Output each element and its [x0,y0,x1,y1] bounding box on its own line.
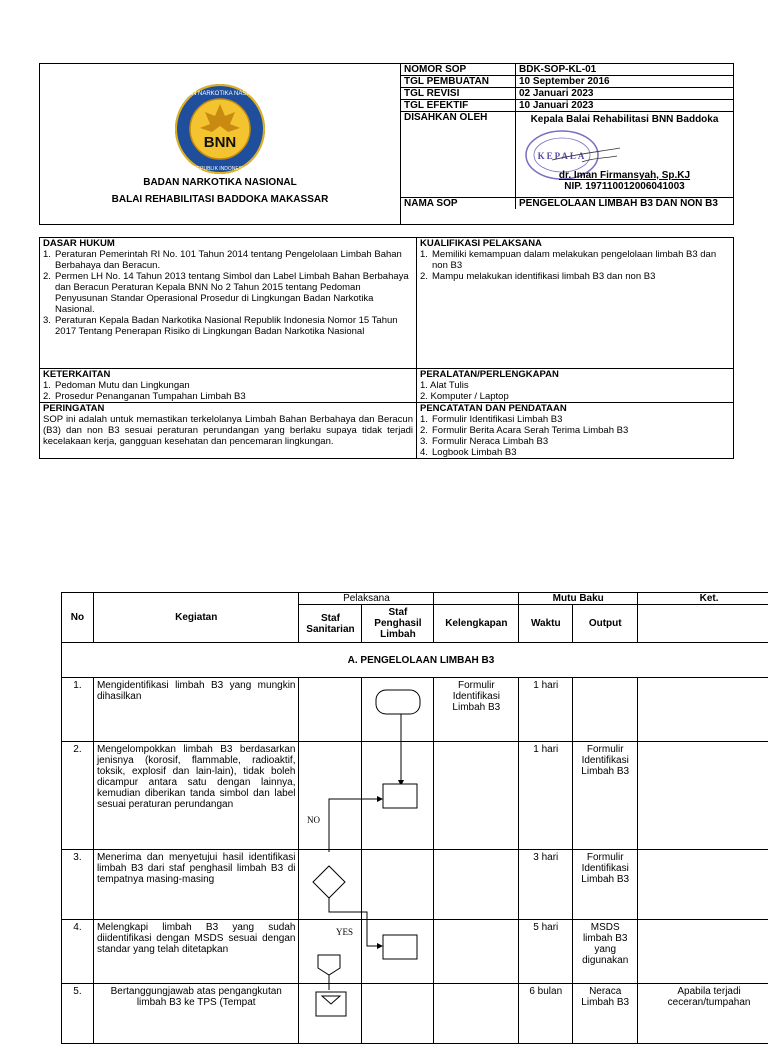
no-branch-line [329,799,381,852]
bnn-logo-text: BNN [204,134,237,151]
sop-name-value: PENGELOLAAN LIMBAH B3 DAN NON B3 [516,198,734,210]
decision-diamond [313,866,345,898]
list-item: 1. Pedoman Mutu dan Lingkungan [43,380,413,391]
list-item: 2. Komputer / Laptop [420,391,730,402]
list-item: 2. Formulir Berita Acara Serah Terima Limbah B3 [420,425,730,436]
meta-value: BDK-SOP-KL-01 [516,64,734,76]
list-item: 2. Permen LH No. 14 Tahun 2013 tentang Simbol dan Label Limbah Bahan Berbahaya dan Beracun Peraturan Kepala BNN No 2 Tahun 2015 tentang Pedoman Penyusunan Standar Operasional Prosedur di Lingkungan Badan Narkotika Nasional. [43,271,413,315]
meta-value: 10 September 2016 [516,76,734,88]
no-label: NO [307,815,320,825]
process-box-4 [383,935,417,959]
list-item: 2. Prosedur Penanganan Tumpahan Limbah B3 [43,391,413,402]
table-row: 5. Bertanggungjawab atas pengangkutan limbah B3 ke TPS (Tempat 6 bulan Neraca Limbah B3 Apabila terjadi ceceran/tumpahan [62,984,768,1044]
process-box-2 [383,784,417,808]
svg-text:REPUBLIK INDONESIA: REPUBLIK INDONESIA [193,166,247,172]
yes-label: YES [336,927,353,937]
org-name: BADAN NARKOTIKA NASIONAL [40,177,400,188]
col-output: Output [573,605,638,643]
col-staf-penghasil: Staf Penghasil Limbah [362,605,434,643]
org-unit: BALAI REHABILITASI BADDOKA MAKASSAR [40,194,400,205]
pencatatan-title: PENCATATAN DAN PENDATAAN [420,403,730,414]
table-row: 3. Menerima dan menyetujui hasil identifikasi limbah B3 dari staf penghasil limbah B3 di tempatnya masing-masing 3 hari Formulir Identifikasi Limbah B3 [62,850,768,920]
col-pelaksana: Pelaksana [299,593,434,605]
yes-branch-line [329,898,381,946]
meta-value: 02 Januari 2023 [516,88,734,100]
approved-key: DISAHKAN OLEH [401,112,516,198]
list-item: 3. Formulir Neraca Limbah B3 [420,436,730,447]
list-item: 1. Alat Tulis [420,380,730,391]
col-mutu-baku: Mutu Baku [519,593,638,605]
table-row: 2. Mengelompokkan limbah B3 berdasarkan jenisnya (korosif, flammable, radioaktif, toksik, explosif dan lain-lain), tidak boleh dicampur antara satu dengan lainnya, kemudian diberikan tanda simbol dan label sesuai peraturan perundangan 1 hari Formulir Identifikasi Limbah B3 [62,742,768,850]
list-item: 4. Logbook Limbah B3 [420,447,730,458]
start-terminator-shape [376,690,420,714]
peringatan-title: PERINGATAN [43,403,413,414]
col-waktu: Waktu [519,605,573,643]
col-ket: Ket. [638,593,768,605]
offpage-connector [318,955,340,975]
peralatan-title: PERALATAN/PERLENGKAPAN [420,369,730,380]
peringatan-text: SOP ini adalah untuk memastikan terkelolanya Limbah Bahan Berbahaya dan Beracun (B3) dan non B3 sesuai peraturan perundangan yang berlaku supaya tidak terjadi kecelakaan kerja, gangguan kesehatan dan pencemaran lingkungan. [43,414,413,447]
table-row: 1. Mengidentifikasi limbah B3 yang mungkin dihasilkan Formulir Identifikasi Limbah B3 1 hari [62,678,768,742]
list-item: 2. Mampu melakukan identifikasi limbah B3 dan non B3 [420,271,730,282]
list-item: 1. Peraturan Pemerintah RI No. 101 Tahun 2014 tentang Pengelolaan Limbah Bahan Berbahaya dan Beracun. [43,249,413,271]
col-staf-sanitarian: Staf Sanitarian [299,605,362,643]
col-kegiatan: Kegiatan [93,593,299,643]
table-row: 4. Melengkapi limbah B3 yang sudah diidentifikasi dengan MSDS sesuai dengan standar yang telah ditetapkan 5 hari MSDS limbah B3 yang digunakan [62,920,768,984]
keterkaitan-title: KETERKAITAN [43,369,413,380]
col-no: No [62,593,94,643]
meta-key: TGL REVISI [401,88,516,100]
meta-key: TGL EFEKTIF [401,100,516,112]
col-kelengkapan: Kelengkapan [434,605,519,643]
meta-key: TGL PEMBUATAN [401,76,516,88]
list-item: 1. Memiliki kemampuan dalam melakukan pengelolaan limbah B3 dan non B3 [420,249,730,271]
approved-title: Kepala Balai Rehabilitasi BNN Baddoka [519,114,730,125]
signer-nip: NIP. 197110012006041003 [516,181,733,192]
section-a-title: A. PENGELOLAAN LIMBAH B3 [62,643,768,678]
list-item: 3. Peraturan Kepala Badan Narkotika Nasional Republik Indonesia Nomor 15 Tahun 2017 Tentang Penerapan Risiko di Lingkungan Badan Narkotika Nasional [43,315,413,337]
svg-text:BADAN NARKOTIKA NASIONAL: BADAN NARKOTIKA NASIONAL [176,91,265,97]
kualifikasi-title: KUALIFIKASI PELAKSANA [420,238,730,249]
dasar-hukum-title: DASAR HUKUM [43,238,413,249]
meta-value: 10 Januari 2023 [516,100,734,112]
svg-text:KEPALA: KEPALA [538,151,587,161]
meta-key: NOMOR SOP [401,64,516,76]
sop-name-key: NAMA SOP [401,198,516,210]
signer-name: dr. Iman Firmansyah, Sp.KJ [516,170,733,181]
list-item: 1. Formulir Identifikasi Limbah B3 [420,414,730,425]
